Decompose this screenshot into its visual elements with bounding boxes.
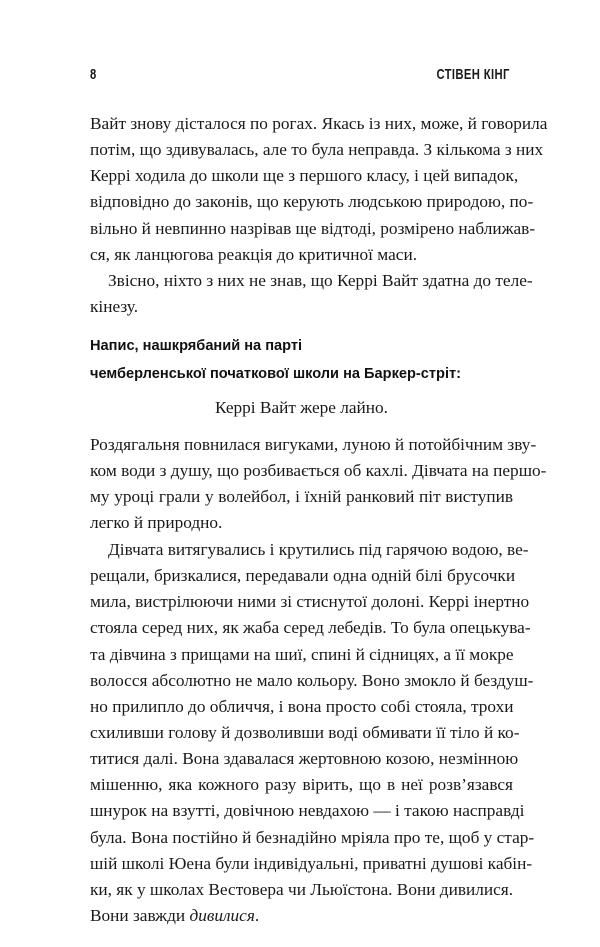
text-line: кінезу.	[90, 297, 139, 317]
running-head-author: СТІВЕН КІНГ	[436, 66, 510, 83]
text-line: мішенню, яка кожного разу вірить, що в неї розв’язався	[90, 775, 513, 795]
paragraph-4	[90, 537, 535, 929]
paragraph-3	[90, 432, 547, 537]
graffiti-quote	[90, 395, 513, 421]
paragraph-2	[90, 268, 533, 320]
heading-line: чемберленської початкової школи на Баркер-стріт:	[90, 365, 462, 382]
running-head	[90, 66, 510, 90]
text-fragment: .	[254, 905, 260, 925]
text-fragment: Вони завжди	[90, 905, 190, 925]
emphasized-word: дивилися	[189, 905, 255, 925]
text-line: титися далі. Вона здавалася жертовною козою, незмінною	[90, 749, 519, 769]
text-line: ки, як у школах Вестовера чи Льюїстона. Вони дивилися.	[90, 879, 514, 899]
text-line	[90, 903, 513, 929]
page-number: 8	[90, 66, 97, 83]
text-line: відповідно до законів, що керують людською природою, по-	[90, 192, 534, 212]
text-line: Звісно, ніхто з них не знав, що Керрі Вайт здатна до теле-	[108, 271, 533, 290]
text-line: Керрі ходила до школи ще з першого класу, і цей випадок,	[90, 166, 519, 186]
text-line: но прилипло до обличчя, і вона просто собі стояла, трохи	[90, 696, 514, 716]
text-line: шій школі Юена були індивідуальні, приватні душові кабін-	[90, 853, 533, 873]
text-line: волосся абсолютно не мало кольору. Воно змокло й бездуш-	[90, 670, 534, 690]
text-line: Дівчата витягувались і крутились під гарячою водою, ве-	[108, 540, 529, 559]
text-line: була. Вона постійно й безнадійно мріяла про те, щоб у стар-	[90, 827, 535, 847]
section-heading	[90, 333, 520, 388]
text-line: му уроці грали у волейбол, і їхній ранковий піт виступив	[90, 487, 513, 507]
text-line: Роздягальня повнилася вигуками, луною й потойбічним зву-	[90, 435, 537, 454]
text-line: Вайт знову дісталося по рогах. Якась із них, може, й говорила	[90, 114, 548, 133]
paragraph-1	[90, 111, 548, 268]
graffiti-text: Керрі Вайт жере лайно.	[214, 398, 389, 417]
text-line: рещали, бризкалися, передавали одна одній білі брусочки	[90, 566, 516, 586]
text-line: схиливши голову й дозволивши воді обмивати її тіло й ко-	[90, 722, 520, 742]
text-line: вільно й невпинно назрівав ще відтоді, розмірено наближав-	[90, 218, 536, 238]
text-line: ком води з душу, що розбивається об кахлі. Дівчата на першо-	[90, 461, 547, 481]
text-line: мила, вистрілюючи ними зі стиснутої долоні. Керрі інертно	[90, 592, 530, 612]
text-line: стояла серед них, як жаба серед лебедів. То була опецькува-	[90, 618, 531, 638]
heading-line: Напис, нашкрябаний на парті	[90, 338, 303, 354]
text-line: легко й природно.	[90, 513, 223, 533]
text-line: ся, як ланцюгова реакція до критичної маси.	[90, 244, 418, 264]
text-line: та дівчина з прищами на шиї, спині й сідницях, а її мокре	[90, 644, 514, 664]
text-line: потім, що здивувалась, але то була неправда. З кількома з них	[90, 140, 544, 160]
text-line: шнурок на взутті, довічною невдахою — і такою насправді	[90, 801, 525, 821]
